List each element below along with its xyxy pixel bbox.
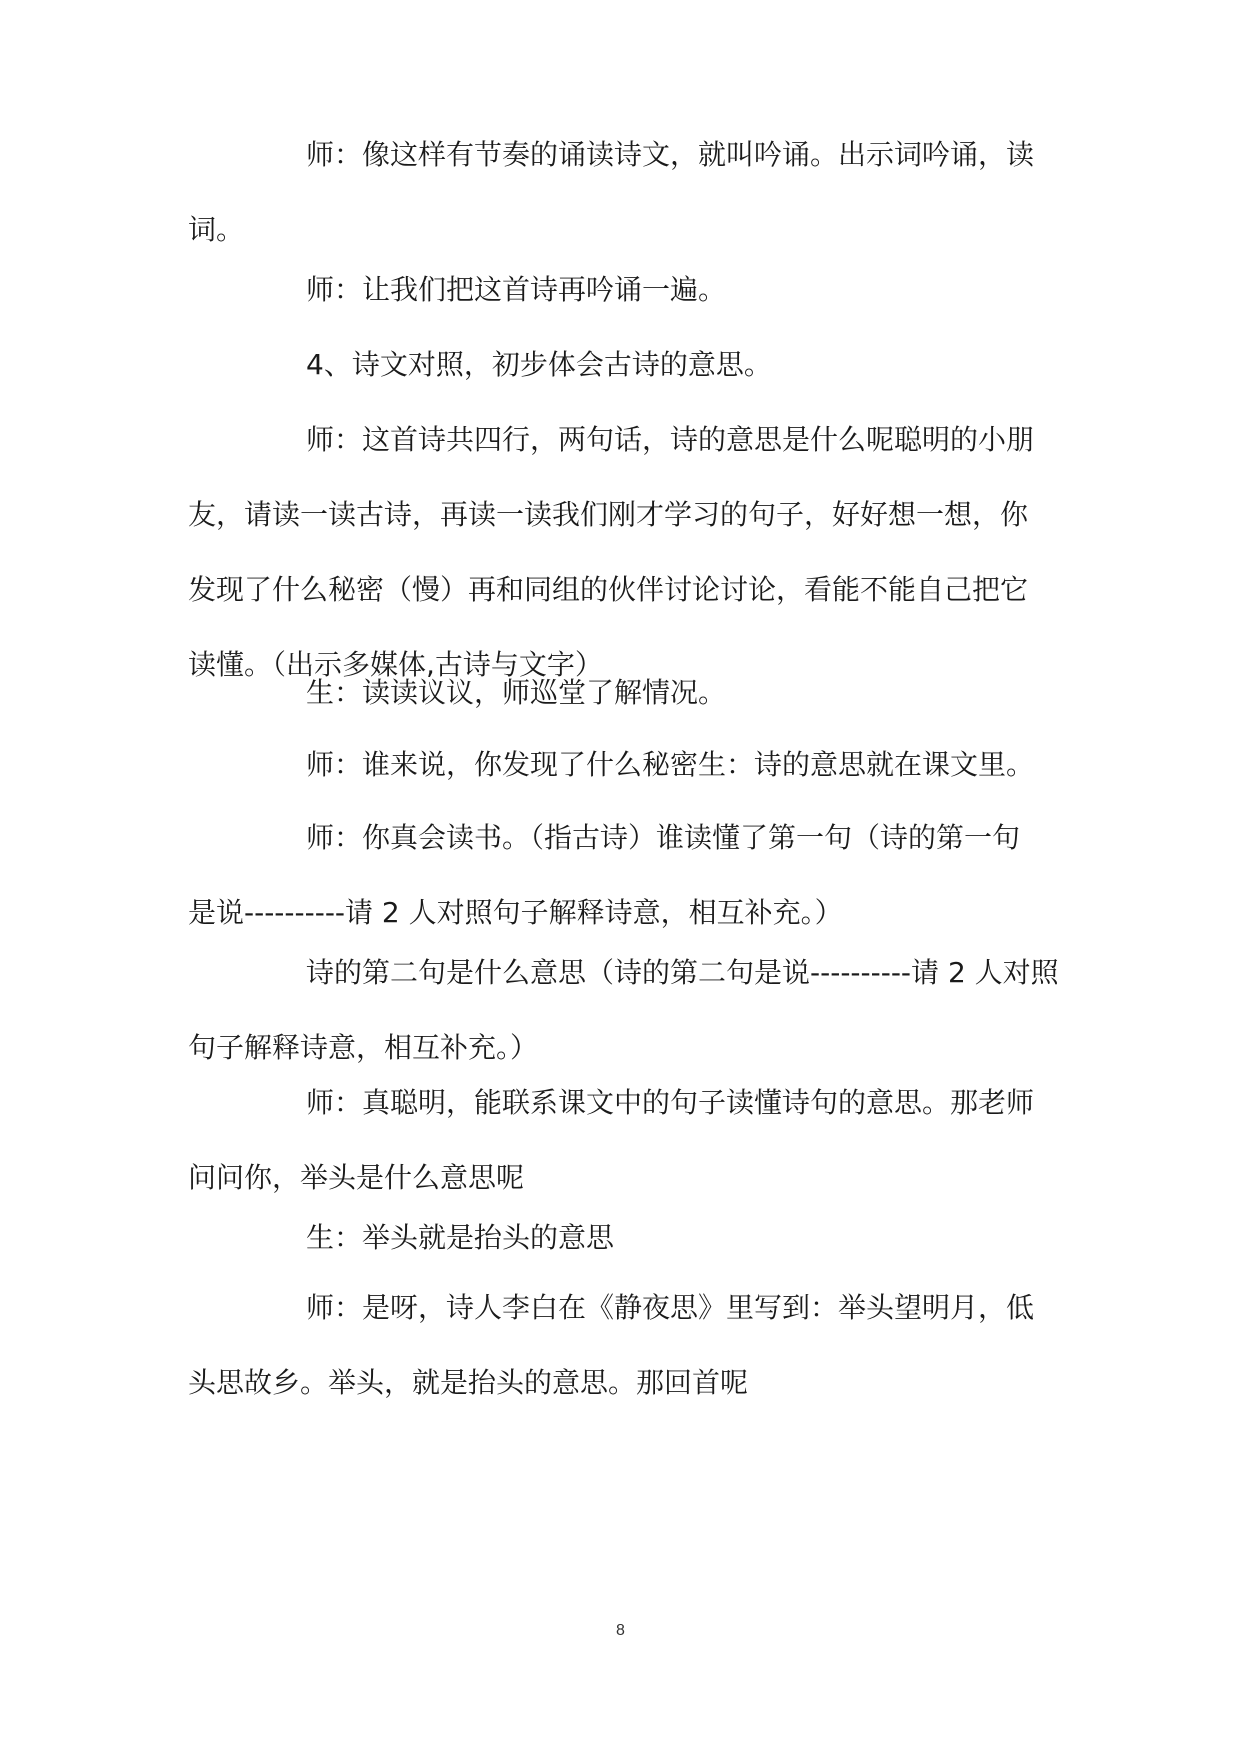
- line-text: 师：你真会读书。（指古诗）谁读懂了第一句（诗的第一句: [306, 821, 1021, 854]
- line-text: 4、诗文对照，初步体会古诗的意思。: [306, 348, 772, 381]
- line-text: 师：这首诗共四行，两句话，诗的意思是什么呢聪明的小朋: [306, 423, 1035, 456]
- line-text: 师：像这样有节奏的诵读诗文，就叫吟诵。出示词吟诵，读: [306, 138, 1035, 171]
- line-text: 师：谁来说，你发现了什么秘密生：诗的意思就在课文里。: [306, 748, 1035, 781]
- line-text: 句子解释诗意，相互补充。）: [188, 1031, 539, 1064]
- line-text: 生：举头就是抬头的意思: [306, 1221, 615, 1254]
- line-text: 词。: [188, 213, 245, 246]
- line-text: 师：真聪明，能联系课文中的句子读懂诗句的意思。那老师: [306, 1086, 1035, 1119]
- paragraph-9: [188, 1065, 1048, 1215]
- paragraph-5: [188, 655, 1048, 730]
- paragraph-11: [188, 1270, 1048, 1420]
- line-text: 是说----------请 2 人对照句子解释诗意，相互补充。）: [188, 896, 843, 929]
- paragraph-7: [188, 800, 1048, 950]
- paragraph-8: [188, 935, 1059, 1085]
- paragraph-10: [188, 1200, 1048, 1275]
- line-text: 问问你，举头是什么意思呢: [188, 1161, 525, 1194]
- line-text: 头思故乡。举头，就是抬头的意思。那回首呢: [188, 1366, 749, 1399]
- line-text: 友，请读一读古诗，再读一读我们刚才学习的句子，好好想一想，你: [188, 498, 1029, 531]
- paragraph-2: [188, 252, 1048, 327]
- line-text: 读懂。（出示多媒体,古诗与文字）: [188, 648, 603, 681]
- line-text: 师：是呀，诗人李白在《静夜思》里写到：举头望明月，低: [306, 1291, 1035, 1324]
- paragraph-3: [188, 327, 1048, 402]
- line-text: 诗的第二句是什么意思（诗的第二句是说----------请 2 人对照: [306, 956, 1059, 989]
- page-number: 8: [616, 1622, 625, 1639]
- paragraph-1: [188, 117, 1048, 267]
- line-text: 师：让我们把这首诗再吟诵一遍。: [306, 273, 727, 306]
- line-text: 发现了什么秘密（慢）再和同组的伙伴讨论讨论，看能不能自己把它: [188, 573, 1029, 606]
- line-text: 生：读读议议，师巡堂了解情况。: [306, 676, 727, 709]
- paragraph-6: [188, 727, 1048, 802]
